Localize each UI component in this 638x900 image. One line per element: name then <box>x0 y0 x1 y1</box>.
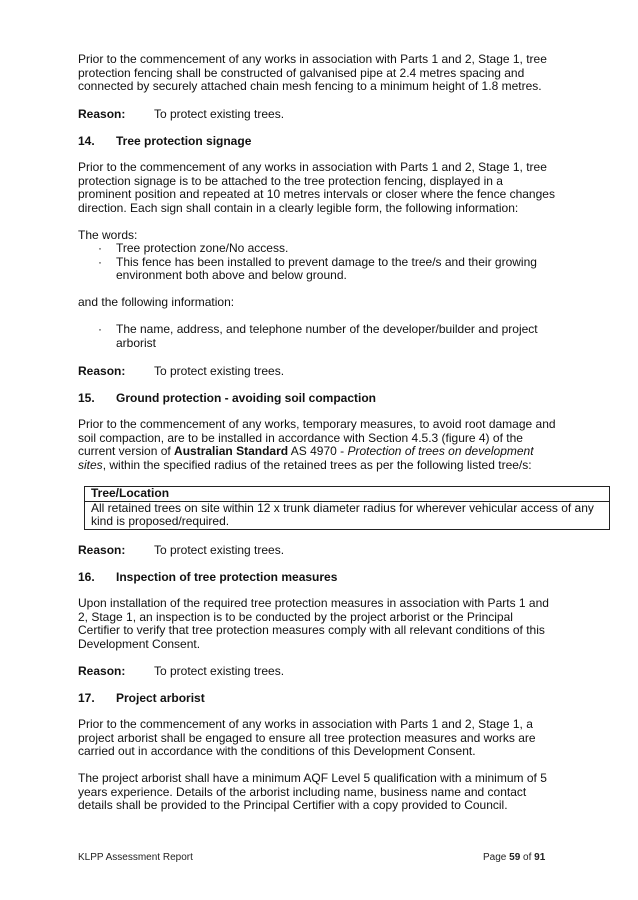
page-total: 91 <box>534 852 546 863</box>
reason-label: Reason: <box>78 364 126 378</box>
page-current: 59 <box>509 852 521 863</box>
bullet-marker: · <box>98 254 102 269</box>
section-number: 14. <box>78 134 95 148</box>
reason-label: Reason: <box>78 107 126 121</box>
page-of: of <box>523 852 532 863</box>
list-item <box>78 323 558 350</box>
section-heading-17 <box>78 691 205 705</box>
reason-label: Reason: <box>78 543 126 557</box>
standard-title: Protection of trees on development sites <box>78 444 534 472</box>
reason-text: To protect existing trees. <box>154 107 285 121</box>
standard-name: Australian Standard <box>174 444 289 459</box>
section-title: Project arborist <box>116 691 205 705</box>
words-list <box>78 242 558 283</box>
reason-text: To protect existing trees. <box>154 364 285 378</box>
footer-report-title: KLPP Assessment Report <box>78 852 193 863</box>
reason-line <box>78 107 284 121</box>
reason-line <box>78 364 284 378</box>
page-word: Page <box>483 852 507 863</box>
list-item <box>78 242 558 256</box>
paragraph-text: , within the specified radius of the retained trees as per the following listed tree/s: <box>102 457 532 472</box>
reason-text: To protect existing trees. <box>154 543 285 557</box>
section-title: Tree protection signage <box>116 134 252 148</box>
table-header-row <box>85 487 610 502</box>
section-15-paragraph <box>78 418 558 472</box>
section-number: 17. <box>78 691 95 705</box>
table-header-cell: Tree/Location <box>85 487 610 502</box>
intro-paragraph: Prior to the commencement of any works in association with Parts 1 and 2, Stage 1, tree protection fencing shall be constructed of galvanised pipe at 2.4 metres spacing and connected by securely attached chain mesh fencing to a minimum height of 1.8 metres. <box>78 52 547 94</box>
footer-page-number <box>483 852 545 864</box>
section-number: 15. <box>78 391 95 405</box>
list-item-text: Tree protection zone/No access. <box>116 241 289 255</box>
words-label: The words: <box>78 228 138 242</box>
section-17-paragraph-2: The project arborist shall have a minimum AQF Level 5 qualification with a minimum of 5 years experience. Details of the arborist including name, business name and contact details shall be provided to the Principal Certifier with a copy provided to Council. <box>78 771 547 813</box>
section-number: 16. <box>78 570 95 584</box>
section-16-paragraph: Upon installation of the required tree protection measures in association with Parts 1 and 2, Stage 1, an inspection is to be conducted by the project arborist or the Principal Certifier to verify that tree protection measures comply with all relevant conditions of this Development Consent. <box>78 596 549 651</box>
reason-line <box>78 664 284 678</box>
table-cell: All retained trees on site within 12 x trunk diameter radius for wherever vehicular access of any kind is proposed/required. <box>85 501 610 529</box>
list-item-text: The name, address, and telephone number of the developer/builder and project arborist <box>116 322 538 350</box>
section-heading-14 <box>78 134 251 148</box>
following-info-label: and the following information: <box>78 295 235 309</box>
list-item-text: This fence has been installed to prevent damage to the tree/s and their growing environment both above and below ground. <box>116 254 537 283</box>
reason-text: To protect existing trees. <box>154 664 285 678</box>
section-title: Inspection of tree protection measures <box>116 570 338 584</box>
section-heading-15 <box>78 391 376 405</box>
section-heading-16 <box>78 570 337 584</box>
section-14-paragraph: Prior to the commencement of any works in association with Parts 1 and 2, Stage 1, tree protection signage is to be attached to the tree protection fencing, displayed in a prominent position and repeated at 10 metres intervals or closer where the fence changes direction. Each sign shall contain in a clearly legible form, the following information: <box>78 160 555 215</box>
paragraph-text: Prior to the commencement of any works, temporary measures, to avoid root damage and soil compaction, are to be installed in accordance with Section 4.5.3 (figure 4) of the current version of <box>78 417 556 459</box>
list-item <box>78 256 558 283</box>
reason-line <box>78 543 284 557</box>
section-17-paragraph-1: Prior to the commencement of any works in association with Parts 1 and 2, Stage 1, a project arborist shall be engaged to ensure all tree protection measures and works are carried out in accordance with the conditions of this Development Consent. <box>78 717 536 759</box>
table-row <box>85 501 610 529</box>
section-title: Ground protection - avoiding soil compaction <box>116 391 377 405</box>
info-list <box>78 323 558 350</box>
bullet-marker: · <box>98 241 102 255</box>
reason-label: Reason: <box>78 664 126 678</box>
paragraph-text: AS 4970 - <box>288 444 348 459</box>
tree-location-table <box>84 486 610 530</box>
bullet-marker: · <box>98 322 102 336</box>
